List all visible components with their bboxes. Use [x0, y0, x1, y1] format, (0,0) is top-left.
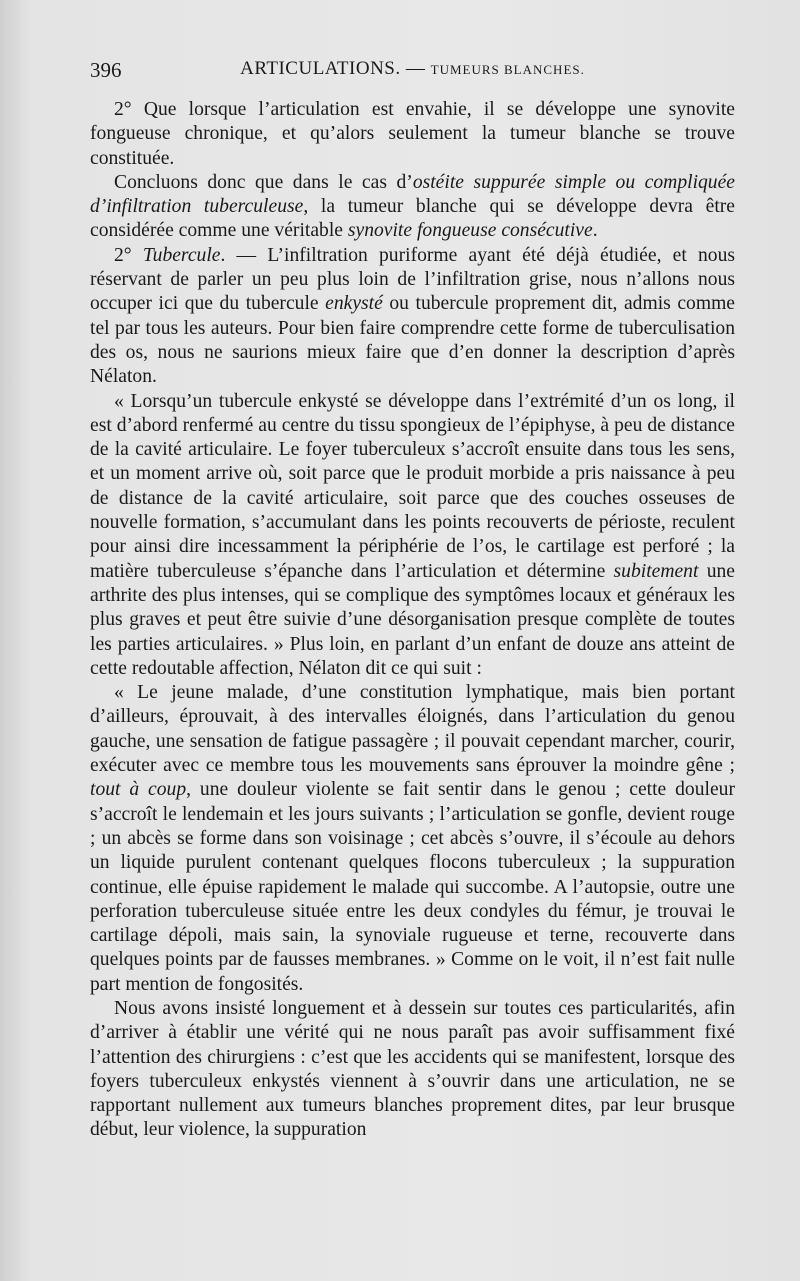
paragraph [90, 171, 735, 244]
italic-text: synovite fongueuse consécutive [347, 220, 593, 242]
running-title-separator: — [400, 58, 431, 79]
italic-text: enkysté [325, 293, 383, 315]
running-title [90, 58, 735, 80]
text-run: ou tubercule proprement dit, admis comme tel par tous les auteurs. Pour bien faire comprendre cette forme de tuberculisation des os, nous ne saurions mieux faire que d’en donner la description d’après Nélaton. [90, 293, 736, 388]
paragraph [90, 390, 735, 682]
text-run: , la tumeur blanche qui se développe devra être considérée comme une véritable [90, 196, 735, 242]
paragraph [90, 997, 735, 1143]
italic-text: Tubercule [142, 244, 221, 266]
page-header [90, 58, 735, 90]
text-run: Nous avons insisté longuement et à dessein sur toutes ces particularités, afin d’arriver à établir une vérité qui ne nous paraît pas avoir suffisamment fixé l’attention des chirurgiens : c’est que les accidents qui se manifestent, lorsque des foyers tuberculeux enkystés viennent à s’ouvrir dans une articulation, ne se rapportant nullement aux tumeurs blanches proprement dites, par leur brusque début, leur violence, la suppuration [90, 997, 735, 1141]
text-run: « Le jeune malade, d’une constitution lymphatique, mais bien portant d’ailleurs, éprouvait, à des intervalles éloignés, dans l’articulation du genou gauche, une sensation de fatigue passagère ; il pouvait cependant marcher, courir, exécuter avec ce membre tous les mouvements sans éprouver la moindre gêne ; [90, 682, 735, 777]
text-run: , une douleur violente se fait sentir dans le genou ; cette douleur s’accroît le lendemain et les jours suivants ; l’articulation se gonfle, devient rouge ; un abcès se forme dans son voisinage ; cet abcès s’ouvre, il s’écoule au dehors un liquide purulent contenant quelques flocons tuberculeux ; la suppuration continue, elle épuise rapidement le malade qui succombe. A l’autopsie, outre une perforation tuberculeuse située entre les deux condyles du fémur, je trouvai le cartilage dépoli, mais sain, la synoviale rugueuse et terne, recouverte dans quelques points par de fausses membranes. » Comme on le voit, il n’est fait nulle part mention de fongosités. [90, 779, 735, 995]
body-text [90, 98, 735, 1143]
paragraph [90, 681, 735, 997]
text-run: 2° [114, 244, 143, 266]
running-title-main: ARTICULATIONS. [240, 58, 401, 79]
text-run: « Lorsqu’un tubercule enkysté se développe dans l’extrémité d’un os long, il est d’abord renfermé au centre du tissu spongieux de l’épiphyse, à peu de distance de la cavité articulaire. Le foyer tuberculeux s’accroît ensuite dans tous les sens, et un moment arrive où, soit parce que le produit morbide a pris naissance à peu de distance de la cavité articulaire, soit parce que des couches osseuses de nouvelle formation, s’accumulant dans les points recouverts de périoste, reculent pour ainsi dire incessamment la périphérie de l’os, le cartilage est perforé ; la matière tuberculeuse s’épanche dans l’articulation et détermine [90, 390, 735, 582]
italic-text: subitement [613, 560, 699, 582]
paragraph [90, 244, 735, 390]
italic-text: tout à coup [90, 779, 187, 801]
text-run: . — L’infiltration puriforme ayant été déjà étudiée, et nous réservant de parler un peu plus loin de l’infiltration grise, nous n’allons nous occuper ici que du tubercule [90, 244, 736, 315]
text-run: Concluons donc que dans le cas d’ [114, 171, 413, 193]
page-number: 396 [90, 58, 122, 82]
paragraph [90, 98, 735, 171]
italic-text: ostéite suppurée simple ou compliquée d’infiltration tuberculeuse [90, 171, 735, 218]
text-run: 2° Que lorsque l’articulation est envahie, il se développe une synovite fongueuse chronique, et qu’alors seulement la tumeur blanche se trouve constituée. [90, 99, 735, 169]
text-run: une arthrite des plus intenses, qui se complique des symptômes locaux et généraux les plus graves et peut être suivie d’une désorganisation presque complète de toutes les parties articulaires. » Plus loin, en parlant d’un enfant de douze ans atteint de cette redoutable affection, Nélaton dit ce qui suit : [90, 560, 735, 679]
text-run: . [592, 220, 598, 242]
running-title-sub: TUMEURS BLANCHES. [430, 62, 585, 77]
